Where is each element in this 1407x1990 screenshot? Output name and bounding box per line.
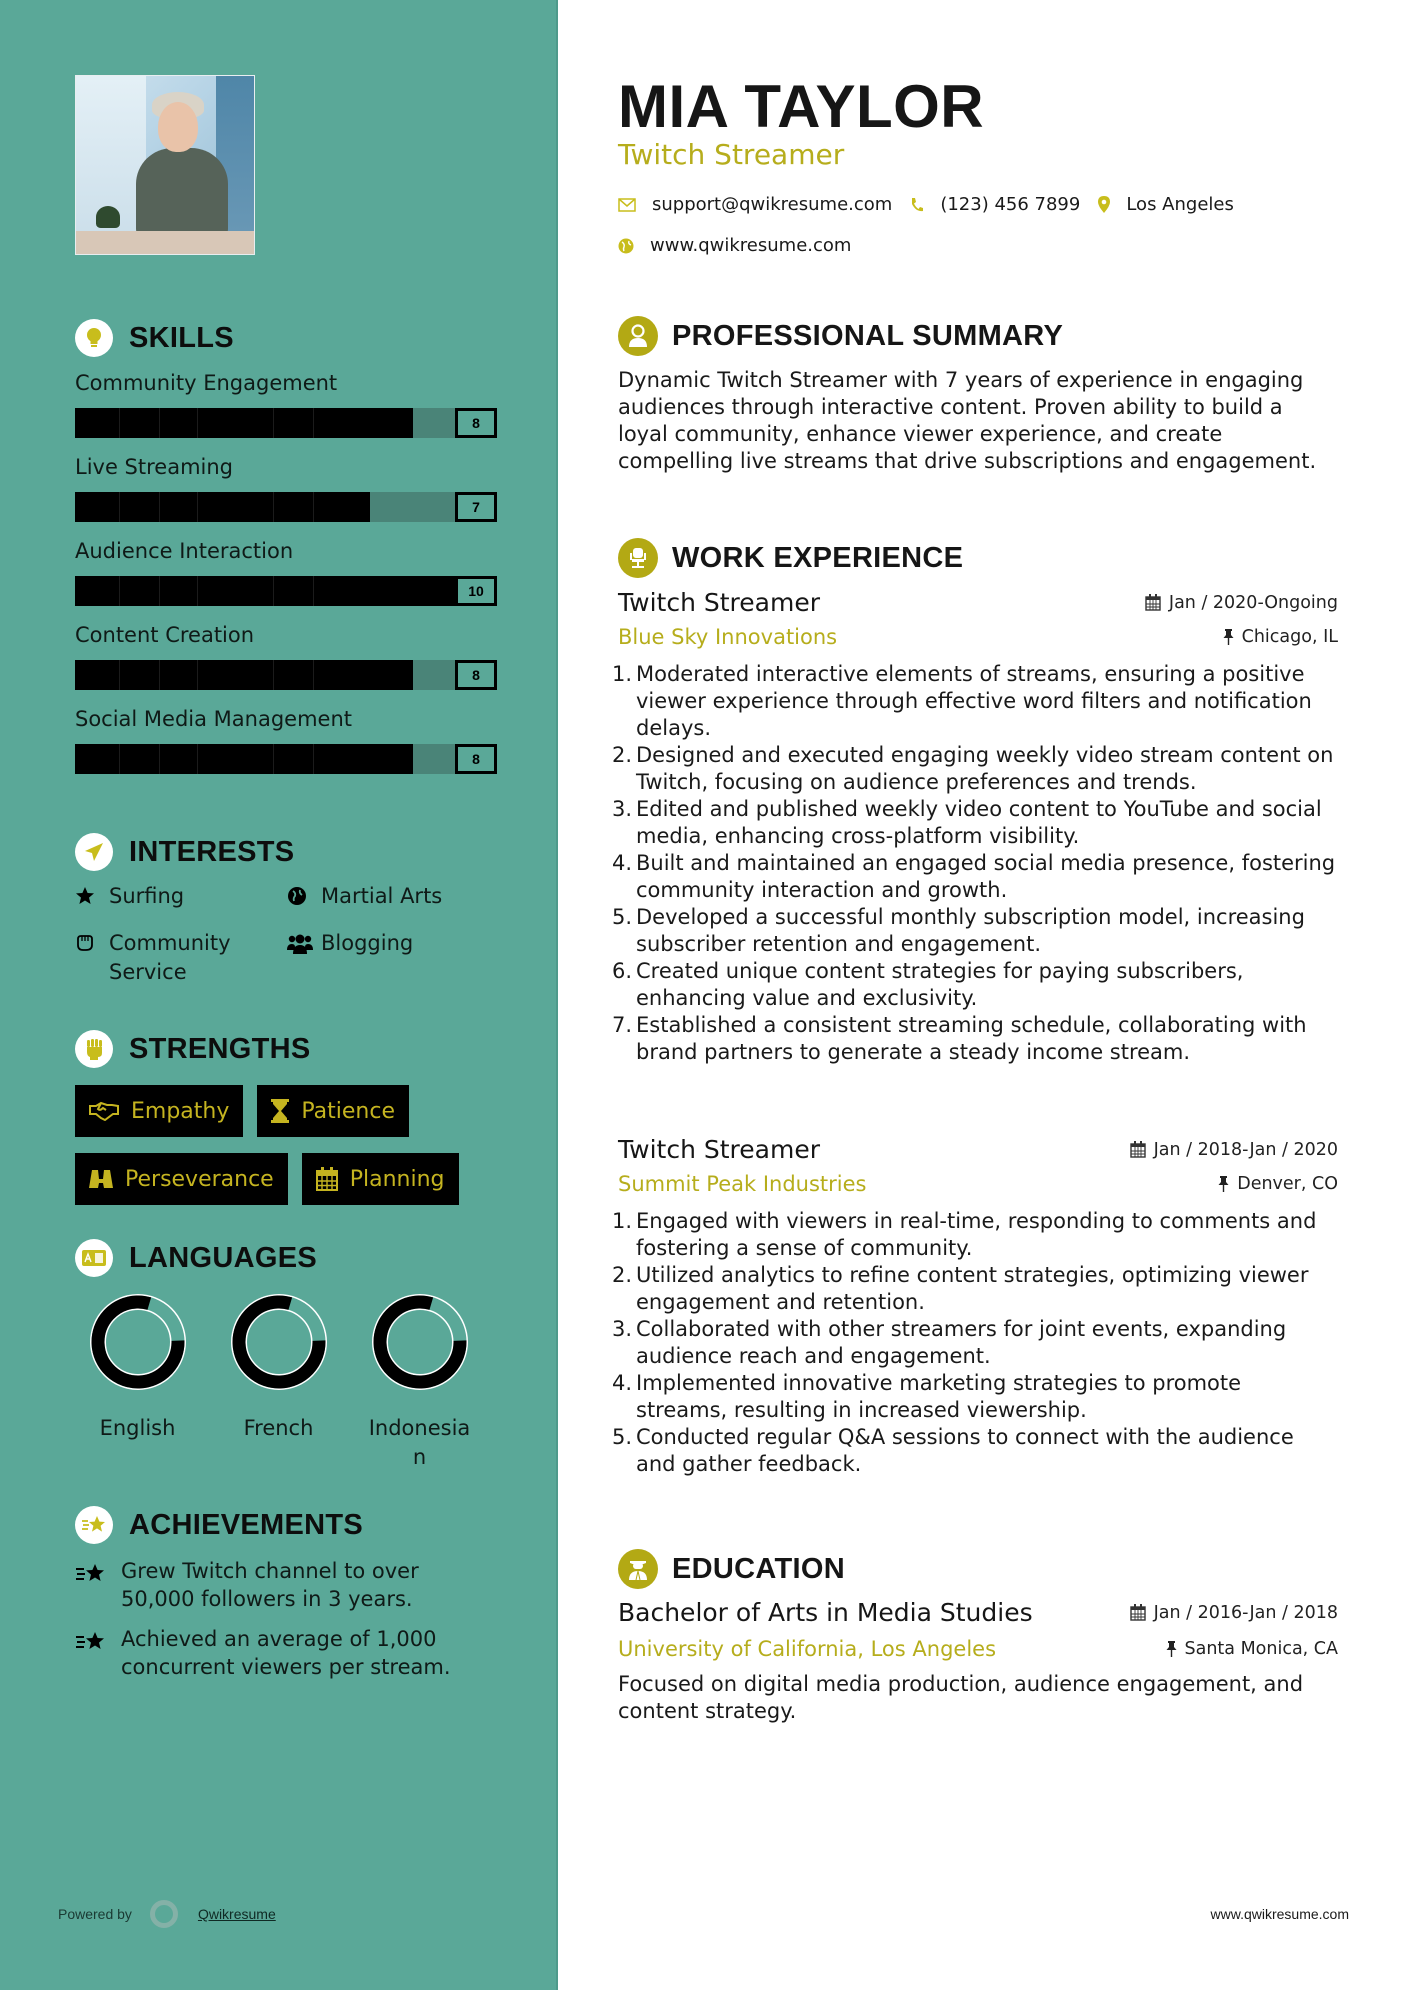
education-entry [618,1598,1338,1725]
user-icon [618,316,658,356]
strengths-list [75,1085,515,1205]
contact-website[interactable] [618,235,851,256]
office-chair-icon [618,538,658,578]
strength-label: Planning [349,1166,445,1192]
skill-score: 8 [455,408,497,438]
degree: Bachelor of Arts in Media Studies [618,1598,1033,1627]
job-bullet: Established a consistent streaming schedule, collaborating with brand partners to generate a steady income stream. [636,1013,1307,1064]
skill-item [75,536,515,606]
achievements-title: ACHIEVEMENTS [129,1508,364,1541]
strength-chip [257,1085,409,1137]
contact-location [1098,194,1234,215]
skills-title: SKILLS [129,321,234,354]
achievement-text: Grew Twitch channel to over 50,000 followers in 3 years. [121,1559,419,1611]
language-item [349,1294,490,1472]
skill-bar [75,660,497,690]
binoculars-icon [89,1168,113,1190]
job-bullet: Built and maintained an engaged social media presence, fostering community interaction and growth. [636,851,1336,902]
job-location [1218,1174,1338,1194]
interest-item [287,929,507,987]
envelope-icon [618,198,636,212]
school: University of California, Los Angeles [618,1637,997,1661]
interests-title: INTERESTS [129,835,295,868]
job-bullet: Developed a successful monthly subscription model, increasing subscriber retention and engagement. [636,905,1305,956]
summary-heading [618,315,1063,357]
job-bullet: Engaged with viewers in real-time, responding to comments and fostering a sense of community. [636,1209,1317,1260]
pushpin-icon [1223,629,1234,645]
language-donut-chart [90,1294,186,1390]
job-bullet: Moderated interactive elements of streams, ensuring a positive viewer experience through effective word filters and notification delays. [636,662,1312,740]
skill-bar-fill [75,576,497,606]
language-label: English [99,1416,176,1440]
skill-score: 8 [455,744,497,774]
calendar-icon [1145,594,1161,611]
job-company: Blue Sky Innovations [618,625,838,649]
skill-label: Live Streaming [75,455,234,479]
qwikresume-link[interactable]: Qwikresume [197,1906,276,1922]
interest-label: Blogging [321,931,414,955]
languages-section [75,1238,515,1472]
skill-item [75,704,515,774]
footer-website[interactable]: www.qwikresume.com [1210,1906,1349,1922]
strengths-title: STRENGTHS [129,1032,311,1065]
summary-text: Dynamic Twitch Streamer with 7 years of experience in engaging audiences through interactive content. Proven ability to build a loyal community, enhance viewer experience, and create compelling live streams that drive subscriptions and engagement. [618,368,1317,473]
interest-label: Martial Arts [321,884,443,908]
phone-text: (123) 456 7899 [940,194,1081,215]
summary-title: PROFESSIONAL SUMMARY [672,319,1064,352]
shooting-star-icon [75,1625,121,1681]
phone-icon [910,197,924,213]
strength-label: Perseverance [125,1166,274,1192]
languages-list [75,1294,515,1472]
job-entry [618,1135,1338,1478]
job-bullet: Implemented innovative marketing strategies to promote streams, resulting in increased viewership. [636,1371,1242,1422]
job-location [1223,627,1338,647]
contact-email[interactable] [618,194,892,215]
pushpin-icon [1218,1176,1229,1192]
education-title: EDUCATION [672,1552,845,1585]
achievements-heading [75,1505,515,1545]
achievement-text: Achieved an average of 1,000 concurrent viewers per stream. [121,1627,451,1679]
calendar-icon [316,1167,338,1191]
skill-label: Community Engagement [75,371,338,395]
interest-label: Surfing [109,884,185,908]
strength-label: Empathy [131,1098,230,1124]
job-dates-text: Jan / 2020-Ongoing [1168,592,1338,613]
interests-list [75,882,515,987]
contact-phone[interactable] [910,194,1080,215]
candidate-role: Twitch Streamer [618,138,845,171]
language-donut-chart [372,1294,468,1390]
sidebar [0,0,558,1990]
experience-title: WORK EXPERIENCE [672,541,964,574]
job-bullet: Created unique content strategies for paying subscribers, enhancing value and exclusivity. [636,959,1244,1010]
interest-item [287,882,507,911]
strength-chip [302,1153,459,1205]
interest-label: Community Service [109,931,231,984]
skill-bar-fill [75,660,413,690]
job-dates [1145,593,1338,613]
map-pin-icon [1098,196,1110,213]
globe-icon [287,882,321,906]
job-bullet: Collaborated with other streamers for joint events, expanding audience reach and engagement. [636,1317,1287,1368]
email-text: support@qwikresume.com [652,194,893,215]
skill-label: Social Media Management [75,707,353,731]
job-location-text: Chicago, IL [1241,627,1338,647]
achievement-item [75,1625,515,1681]
job-company: Summit Peak Industries [618,1172,867,1196]
language-item [208,1294,349,1472]
skill-bar-fill [75,744,413,774]
users-icon [287,929,321,955]
location-text: Los Angeles [1126,194,1234,215]
education-location-text: Santa Monica, CA [1184,1639,1338,1659]
skill-bar [75,576,497,606]
job-bullet: Designed and executed engaging weekly video stream content on Twitch, focusing on audience preferences and trends. [636,743,1334,794]
calendar-icon [1130,1604,1146,1621]
language-icon [75,1239,113,1277]
job-bullet: Edited and published weekly video content to YouTube and social media, enhancing cross-platform visibility. [636,797,1322,848]
candidate-name: MIA TAYLOR [618,73,985,140]
skill-bar-fill [75,408,413,438]
language-label: French [243,1416,314,1440]
interests-heading [75,832,515,872]
job-title: Twitch Streamer [618,1135,820,1164]
graduate-icon [618,1549,658,1589]
pushpin-icon [1166,1641,1177,1657]
job-location-text: Denver, CO [1237,1174,1338,1194]
achievement-item [75,1557,515,1613]
strength-label: Patience [301,1098,395,1124]
shooting-star-icon [75,1557,121,1613]
strength-chip [75,1153,288,1205]
contact-row-website [618,235,869,256]
skill-bar [75,744,497,774]
strengths-heading [75,1029,515,1069]
fist-icon [75,1030,113,1068]
website-text: www.qwikresume.com [650,235,852,256]
skill-score: 8 [455,660,497,690]
skill-label: Audience Interaction [75,539,294,563]
language-label: Indonesian [368,1416,471,1469]
interest-item [75,929,287,987]
skill-item [75,620,515,690]
powered-by-label: Powered by [58,1906,132,1922]
languages-heading [75,1238,515,1278]
job-bullets [618,661,1338,1066]
job-title: Twitch Streamer [618,588,820,617]
shooting-star-icon [75,1506,113,1544]
strength-chip [75,1085,243,1137]
calendar-icon [1130,1141,1146,1158]
skill-bar [75,492,497,522]
skill-score: 10 [455,576,497,606]
education-heading [618,1548,845,1590]
hourglass-icon [271,1099,289,1123]
education-dates-text: Jan / 2016-Jan / 2018 [1153,1602,1338,1623]
hand-icon [75,929,109,953]
job-dates-text: Jan / 2018-Jan / 2020 [1153,1139,1338,1160]
skill-item [75,368,515,438]
interest-item [75,882,287,911]
skills-section [75,318,515,774]
skill-label: Content Creation [75,623,255,647]
qwikresume-logo-icon [150,1900,178,1928]
job-dates [1130,1140,1338,1160]
paper-plane-icon [75,833,113,871]
education-description: Focused on digital media production, audience engagement, and content strategy. [618,1672,1304,1723]
skills-heading [75,318,515,358]
achievements-section [75,1505,515,1681]
education-dates [1130,1603,1338,1623]
job-bullets [618,1208,1338,1478]
skills-list [75,368,515,774]
job-entry [618,588,1338,1066]
skill-item [75,452,515,522]
education-location [1166,1639,1339,1659]
languages-title: LANGUAGES [129,1241,317,1274]
powered-by [58,1900,276,1928]
language-donut-chart [231,1294,327,1390]
experience-heading [618,537,963,579]
skill-bar-fill [75,492,370,522]
contact-row [618,194,1252,215]
lightbulb-icon [75,319,113,357]
job-bullet: Conducted regular Q&A sessions to connect with the audience and gather feedback. [636,1425,1294,1476]
globe-icon [618,238,634,254]
profile-photo [75,75,255,255]
language-item [67,1294,208,1472]
handshake-icon [89,1101,119,1121]
job-bullet: Utilized analytics to refine content strategies, optimizing viewer engagement and retention. [636,1263,1309,1314]
skill-score: 7 [455,492,497,522]
interests-section [75,832,515,987]
star-icon [75,882,109,906]
skill-bar [75,408,497,438]
strengths-section [75,1029,515,1205]
